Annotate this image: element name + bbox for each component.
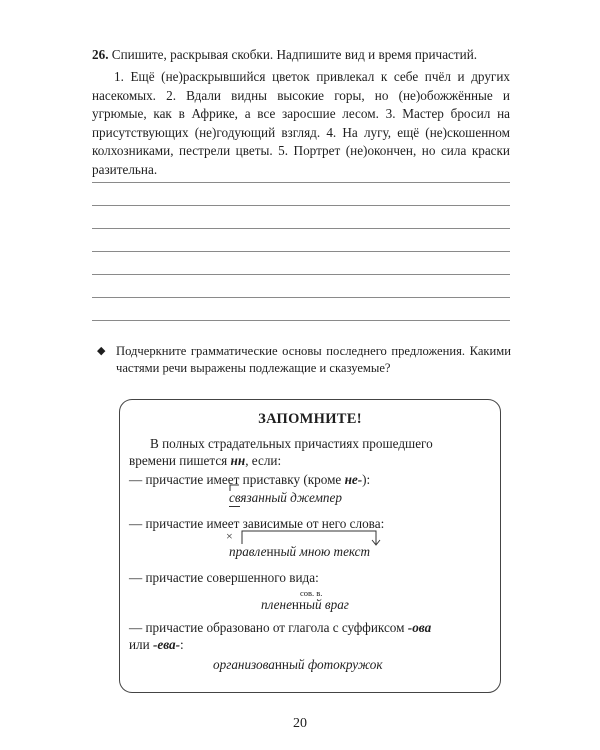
task-instruction: Спишите, раскрывая скобки. Надпишите вид и время причастий.: [111, 47, 478, 62]
rule-4-or: или: [129, 637, 153, 652]
rule-4-line1: [129, 619, 431, 636]
task-number: 26.: [92, 47, 109, 62]
example-2-nn: нн: [266, 544, 281, 559]
writing-line: [92, 228, 510, 229]
example-3: [261, 597, 349, 613]
example-2-word-end: ый: [280, 544, 297, 559]
prefix-underline: [229, 506, 240, 507]
rule-intro-emph: нн: [230, 453, 246, 468]
rule-intro-text: времени пишется: [129, 453, 231, 468]
example-2-rest: мною текст: [299, 544, 370, 559]
task-text: 1. Ещё (не)раскрывшийся цветок привлекал к себе пчёл и других насекомых. 2. Вдали видны высокие горы, но (не)обожжённые и угрюмые, как в Африке, а все заросшие лесом. 3. Мастер бросил на присутствующих (не)годующий взгляд. 4. На лугу, ещё (не)скошенном колхозниками, пестрели цветы. 5. Портрет (не)окончен, но сила краски разительна.: [92, 69, 510, 177]
rule-4-line2: [129, 636, 184, 653]
rule-intro-line1: В полных страдательных причастиях прошедшего: [150, 436, 433, 451]
rule-1-text: — причастие имеет приставку (кроме: [129, 472, 345, 487]
rule-box-title: ЗАПОМНИТЕ!: [258, 411, 362, 427]
example-4-rest: фотокружок: [307, 657, 383, 672]
example-3-rest: враг: [324, 597, 349, 612]
rule-4-text: — причастие образовано от глагола с суффиксом: [129, 620, 408, 635]
writing-line: [92, 297, 510, 298]
page-number: 20: [293, 716, 307, 731]
writing-line: [92, 251, 510, 252]
example-3-nn: нн: [291, 597, 307, 612]
rule-1-suffix: ):: [362, 472, 371, 487]
example-2-word-start: правле: [229, 544, 267, 559]
writing-line: [92, 320, 510, 321]
rule-4-suffix-eva: -ева-: [153, 637, 181, 652]
rule-intro-line2: [129, 452, 281, 469]
rule-2: — причастие имеет зависимые от него слова:: [129, 516, 385, 531]
rule-3: — причастие совершенного вида:: [129, 570, 319, 585]
writing-line: [92, 274, 510, 275]
rule-intro-suffix: , если:: [245, 453, 282, 468]
rule-1: [129, 471, 370, 488]
rule-4-colon: :: [180, 637, 184, 652]
task-header: [92, 46, 477, 63]
rule-4-suffix-ova: -ова: [407, 620, 432, 635]
example-4-word-end: ый: [288, 657, 305, 672]
example-1: связанный джемпер: [229, 490, 342, 505]
example-2: [229, 544, 370, 560]
example-4-word-start: организова: [213, 657, 275, 672]
aspect-note: сов. в.: [300, 588, 323, 598]
example-4: [213, 657, 383, 673]
diamond-bullet-icon: ◆: [97, 345, 106, 357]
example-3-word-end: ый: [306, 597, 322, 612]
example-4-nn: нн: [274, 657, 289, 672]
rule-1-emph: не-: [344, 472, 363, 487]
cross-mark-icon: ×: [226, 529, 233, 543]
note-text: Подчеркните грамматические основы последнего предложения. Какими частями речи выражены подлежащие и сказуемые?: [116, 344, 511, 376]
example-3-word-start: плене: [261, 597, 292, 612]
writing-line: [92, 182, 510, 183]
writing-line: [92, 205, 510, 206]
